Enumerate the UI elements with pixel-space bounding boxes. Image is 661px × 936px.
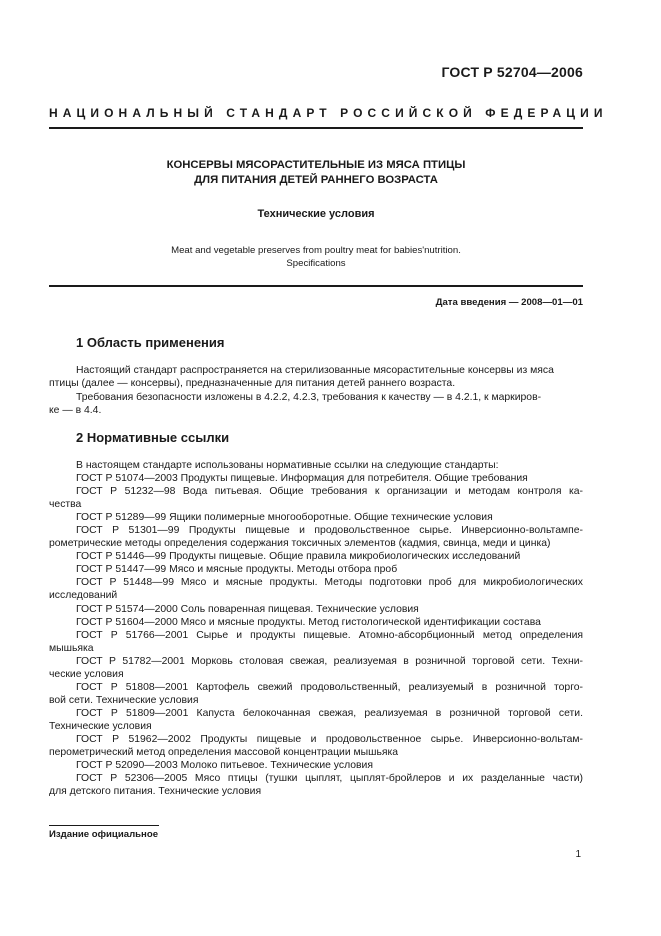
reference-line: ГОСТ Р 51574—2000 Соль поваренная пищевая. Технические условия [76,603,419,615]
introduction-date: Дата введения — 2008—01—01 [435,297,583,308]
text-line: Требования безопасности изложены в 4.2.2, 4.2.3, требования к качеству — в 4.2.1, к маркиров- [76,392,542,403]
reference-line-continued: вой сети. Технические условия [49,694,199,706]
reference-line-continued: для детского питания. Технические условия [49,786,262,798]
normative-references-list [49,459,583,798]
reference-line: ГОСТ Р 51447—99 Мясо и мясные продукты. Методы отбора проб [76,564,398,576]
english-title-line-2: Specifications [286,258,346,269]
references-intro: В настоящем стандарте использованы нормативные ссылки на следующие стандарты: [76,460,499,471]
reference-item [49,524,583,550]
reference-item [49,603,583,616]
text-line: птицы (далее — консервы), предназначенные для питания детей раннего возраста. [49,378,456,389]
reference-line: ГОСТ Р 51289—99 Ящики полимерные многооборотные. Общие технические условия [76,512,493,524]
title-divider [49,285,583,287]
section-1-paragraph-1 [76,364,583,377]
reference-item [49,707,583,733]
section-1-heading: 1 Область применения [76,335,225,350]
document-title [49,158,583,188]
reference-item [49,550,583,563]
document-subtitle: Технические условия [257,208,375,220]
english-title-line-1: Meat and vegetable preserves from poultry meat for babies'nutrition. [171,245,461,256]
reference-item [49,616,583,629]
official-edition-label: Издание официальное [49,829,159,840]
page-number: 1 [575,849,581,860]
section-2-heading: 2 Нормативные ссылки [76,430,230,445]
reference-item [49,563,583,576]
text-line: Настоящий стандарт распространяется на стерилизованные мясорастительные консервы из мяса [76,365,554,376]
gost-number: ГОСТ Р 52704—2006 [441,64,583,80]
reference-item [49,511,583,524]
reference-line-continued: мышьяка [49,642,94,654]
reference-item [49,655,583,681]
reference-line-continued: ческие условия [49,668,124,680]
reference-line-continued: перометрический метод определения массовой концентрации мышьяка [49,747,399,759]
reference-item [49,629,583,655]
reference-item [49,681,583,707]
section-1-paragraph-2 [76,391,583,404]
english-title [49,244,583,270]
reference-line-continued: Технические условия [49,720,152,732]
reference-line: ГОСТ Р 51448—99 Мясо и мясные продукты. Методы подготовки проб для микробиологических [76,577,583,589]
title-line-1: КОНСЕРВЫ МЯСОРАСТИТЕЛЬНЫЕ ИЗ МЯСА ПТИЦЫ [166,159,466,171]
reference-line: ГОСТ Р 51232—98 Вода питьевая. Общие требования к организации и методам контроля ка- [76,486,583,498]
reference-line: ГОСТ Р 52306—2005 Мясо птицы (тушки цыплят, цыплят-бройлеров и их разделанные части) [76,773,583,785]
text-line: ке — в 4.4. [49,405,102,416]
reference-item [49,733,583,759]
reference-line: ГОСТ Р 51766—2001 Сырье и продукты пищевые. Атомно-абсорбционный метод определения [76,629,583,641]
reference-line: ГОСТ Р 51604—2000 Мясо и мясные продукты. Метод гистологической идентификации состава [76,616,541,628]
reference-line-continued: рометрические методы определения содержания токсичных элементов (кадмия, свинца, меди и цинка) [49,538,551,550]
reference-line-continued: чества [49,499,82,511]
reference-line: ГОСТ Р 51962—2002 Продукты пищевые и продовольственное сырье. Инверсионно-вольтам- [76,733,583,745]
reference-line: ГОСТ Р 51301—99 Продукты пищевые и продовольственное сырье. Инверсионно-вольтампе- [76,525,583,537]
reference-item [49,759,583,772]
reference-line: ГОСТ Р 52090—2003 Молоко питьевое. Технические условия [76,760,373,772]
reference-line: ГОСТ Р 51808—2001 Картофель свежий продовольственный, реализуемый в розничной торго- [76,681,583,693]
title-line-2: ДЛЯ ПИТАНИЯ ДЕТЕЙ РАННЕГО ВОЗРАСТА [194,174,438,186]
reference-item [49,576,583,602]
reference-line: ГОСТ Р 51446—99 Продукты пищевые. Общие правила микробиологических исследований [76,551,521,563]
reference-line-continued: исследований [49,590,118,602]
top-divider [49,127,583,129]
reference-item [49,472,583,485]
section-1-paragraph-1-cont [49,377,583,390]
footer-divider [49,825,159,826]
section-1-paragraph-2-cont [49,404,583,417]
reference-item [49,772,583,798]
reference-item [49,485,583,511]
reference-line: ГОСТ Р 51782—2001 Морковь столовая свежая, реализуемая в розничной торговой сети. Техни- [76,655,583,667]
reference-line: ГОСТ Р 51809—2001 Капуста белокочанная свежая, реализуемая в розничной торговой сети. [76,707,583,719]
national-standard-banner: НАЦИОНАЛЬНЫЙ СТАНДАРТ РОССИЙСКОЙ ФЕДЕРАЦИИ [49,106,608,120]
reference-line: ГОСТ Р 51074—2003 Продукты пищевые. Информация для потребителя. Общие требования [76,473,528,485]
